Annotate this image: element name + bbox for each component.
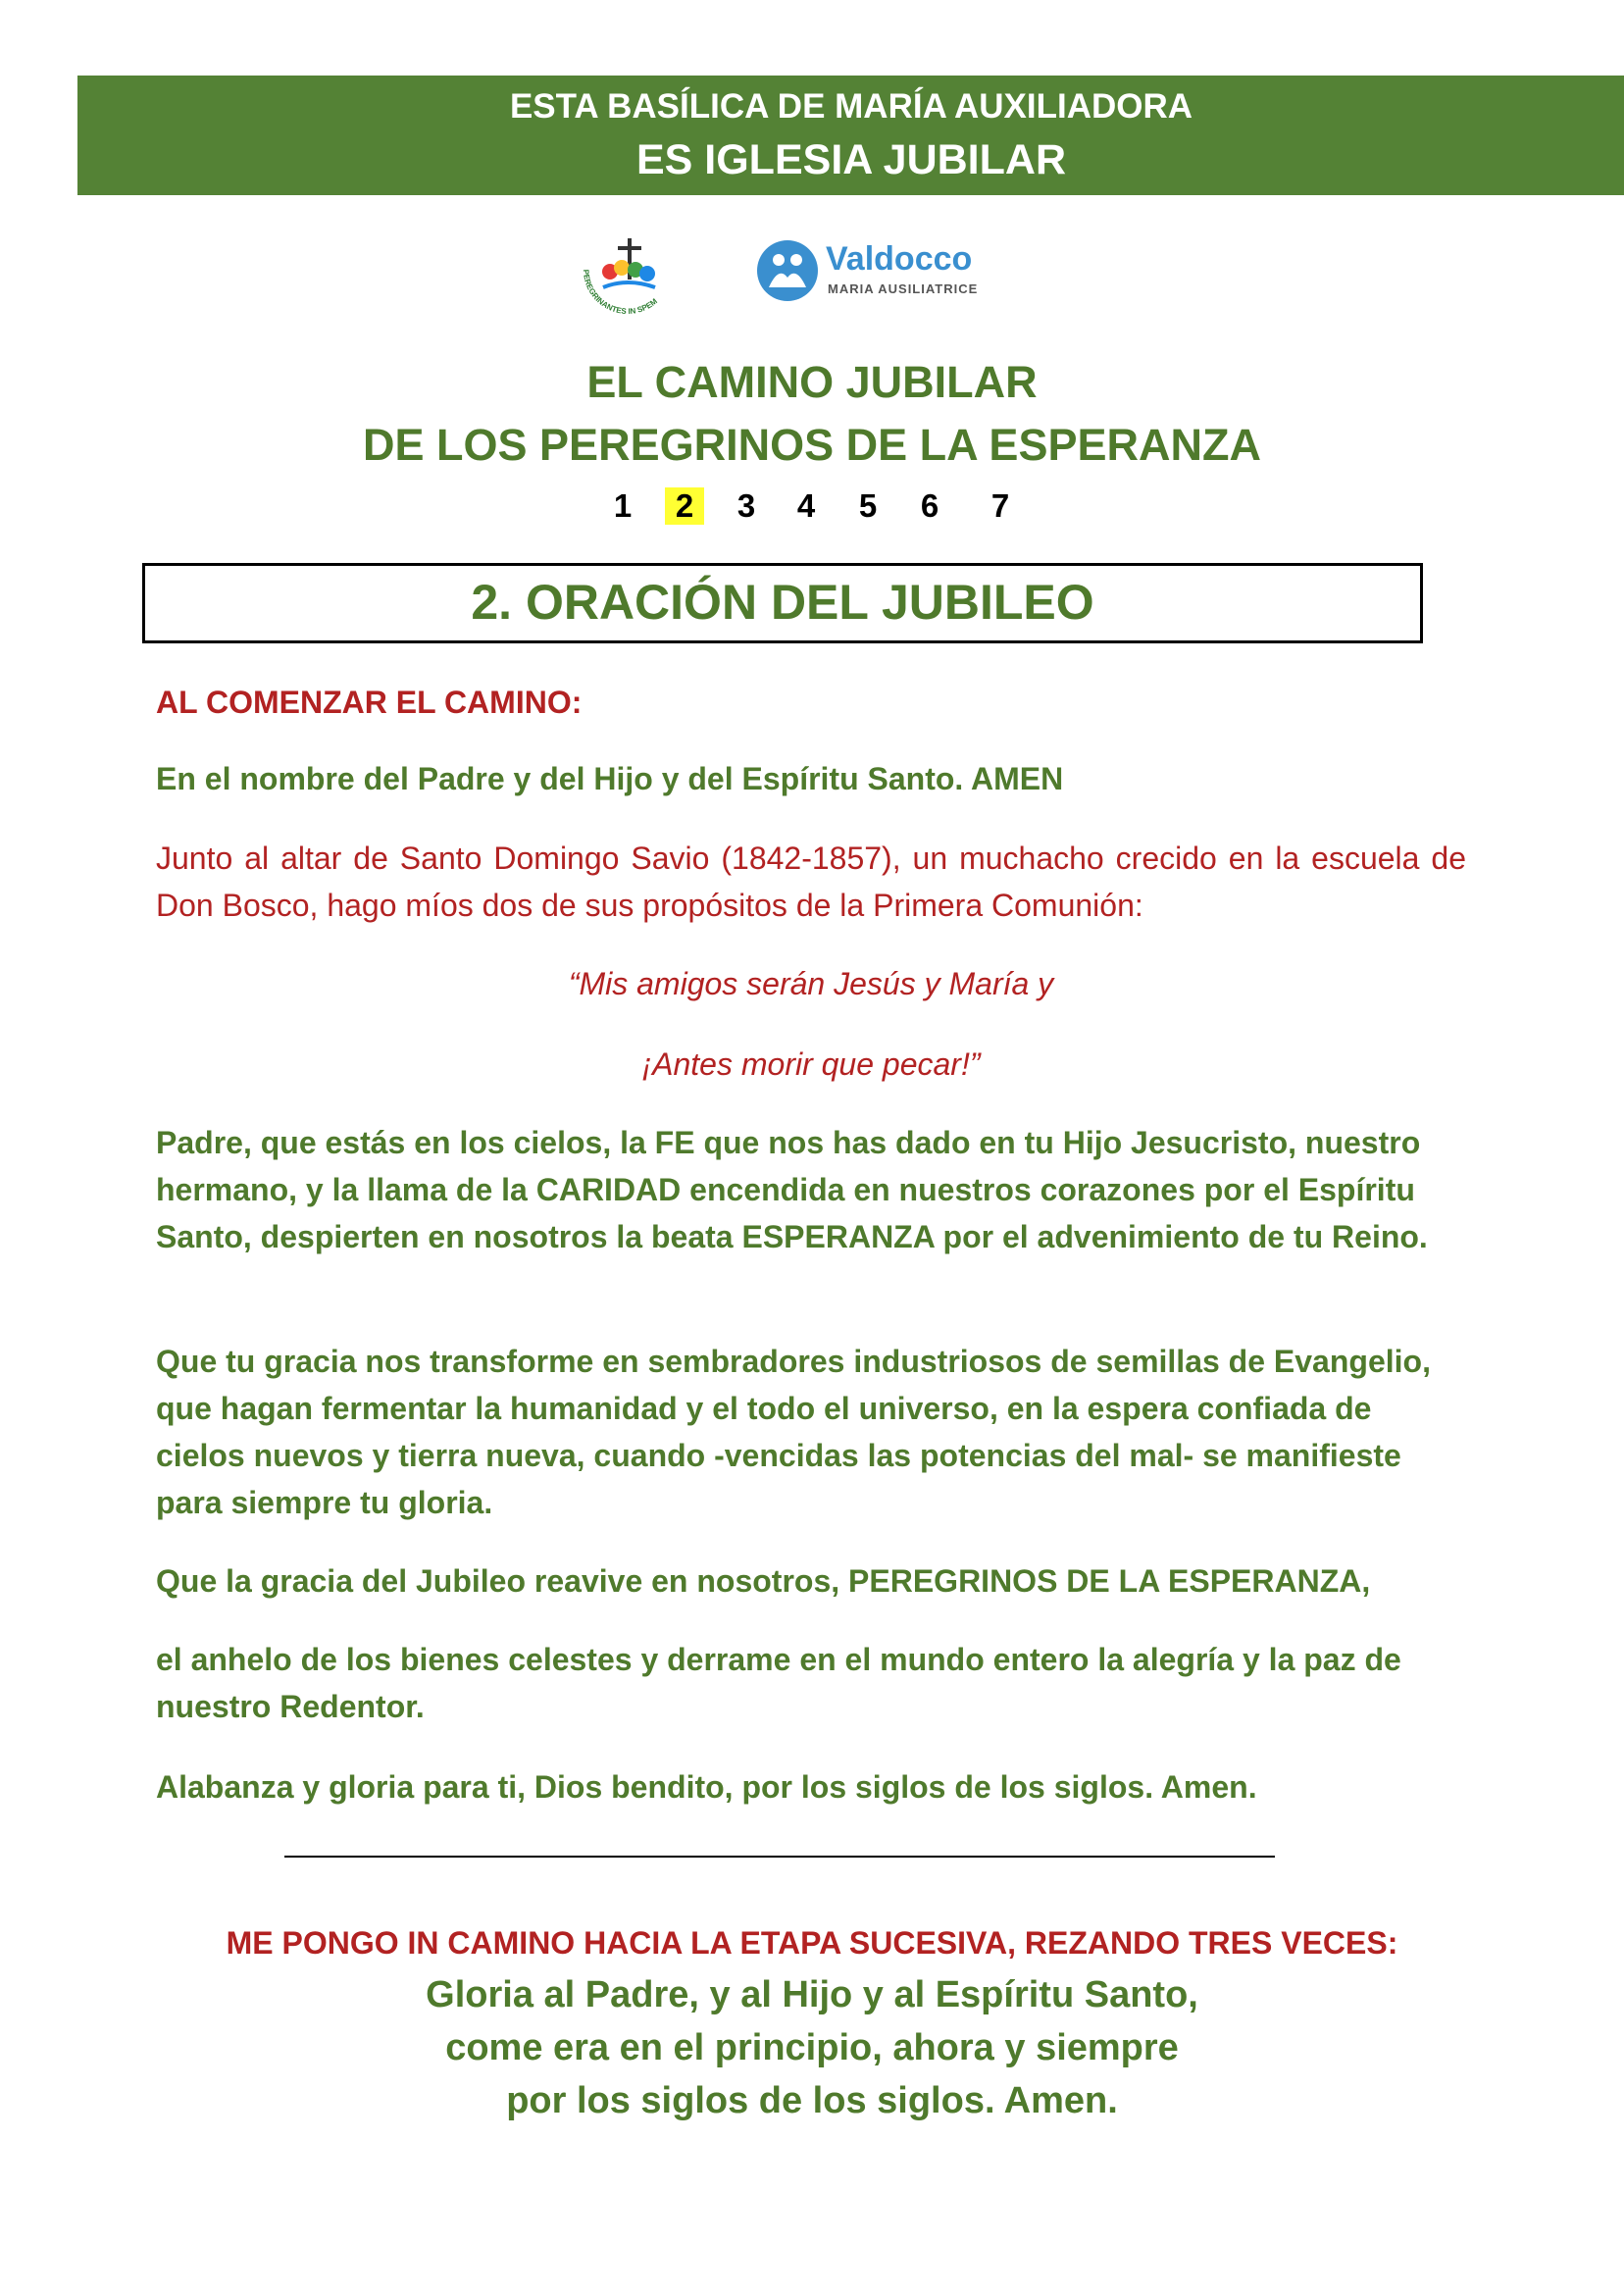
gloria-line-2: come era en el principio, ahora y siempre <box>445 2027 1179 2068</box>
valdocco-name: Valdocco <box>826 240 973 278</box>
sign-of-cross: En el nombre del Padre y del Hijo y del Espíritu Santo. AMEN <box>156 761 1064 796</box>
valdocco-subtitle: MARIA AUSILIATRICE <box>828 281 979 296</box>
banner-line-1: ESTA BASÍLICA DE MARÍA AUXILIADORA <box>509 87 1193 126</box>
doxology: Alabanza y gloria para ti, Dios bendito, por los siglos de los siglos. Amen. <box>156 1769 1257 1805</box>
prayer-paragraph-2: Que tu gracia nos transforme en sembradores industriosos de semillas de Evangelio, que hagan fermentar la humanidad y el todo el universo, en la espera confiada de cielos nuevos y tierra nueva, cuando -vencidas las potencias del mal- se manifieste para siempre tu gloria. <box>156 1344 1431 1520</box>
step-4-link[interactable]: 4 <box>796 487 816 524</box>
header-banner <box>77 76 1624 195</box>
jubilee-logo-ring-text: PEREGRINANTES IN SPEM <box>581 269 659 317</box>
intro-paragraph: Junto al altar de Santo Domingo Savio (1842-1857), un muchacho crecido en la escuela de Don Bosco, hago míos dos de sus propósitos de la Primera Comunión: <box>156 841 1466 923</box>
prayer-paragraph-4: el anhelo de los bienes celestes y derrame en el mundo entero la alegría y la paz de nuestro Redentor. <box>156 1642 1401 1724</box>
page-title-line-2: DE LOS PEREGRINOS DE LA ESPERANZA <box>363 420 1261 470</box>
page-title-line-1: EL CAMINO JUBILAR <box>586 357 1038 407</box>
closing-instruction: ME PONGO IN CAMINO HACIA LA ETAPA SUCESIVA, REZANDO TRES VECES: <box>226 1925 1398 1961</box>
quote-line-1: “Mis amigos serán Jesús y María y <box>568 966 1054 1001</box>
start-label: AL COMENZAR EL CAMINO: <box>156 685 583 720</box>
step-6-link[interactable]: 6 <box>920 487 939 524</box>
step-2-link-active[interactable]: 2 <box>665 487 704 525</box>
separator-line <box>284 1856 1275 1858</box>
step-7-link[interactable]: 7 <box>990 487 1010 524</box>
section-title: 2. ORACIÓN DEL JUBILEO <box>471 575 1094 630</box>
step-5-link[interactable]: 5 <box>858 487 878 524</box>
valdocco-logo <box>755 238 1010 303</box>
prayer-paragraph-1: Padre, que estás en los cielos, la FE que nos has dado en tu Hijo Jesucristo, nuestro hermano, y la llama de la CARIDAD encendida en nuestros corazones por el Espíritu Santo, despierten en nosotros la beata ESPERANZA por el advenimiento de tu Reino. <box>156 1125 1428 1254</box>
section-title-box <box>142 563 1423 643</box>
step-3-link[interactable]: 3 <box>736 487 756 524</box>
gloria-line-3: por los siglos de los siglos. Amen. <box>506 2080 1118 2121</box>
step-1-link[interactable]: 1 <box>613 487 633 524</box>
jubilee-logo <box>559 221 696 319</box>
logos-row <box>559 221 1010 319</box>
gloria-line-1: Gloria al Padre, y al Hijo y al Espíritu Santo, <box>426 1974 1198 2015</box>
prayer-paragraph-3: Que la gracia del Jubileo reavive en nosotros, PEREGRINOS DE LA ESPERANZA, <box>156 1563 1371 1599</box>
banner-line-2: ES IGLESIA JUBILAR <box>635 136 1067 183</box>
quote-line-2: ¡Antes morir que pecar!” <box>641 1046 981 1082</box>
